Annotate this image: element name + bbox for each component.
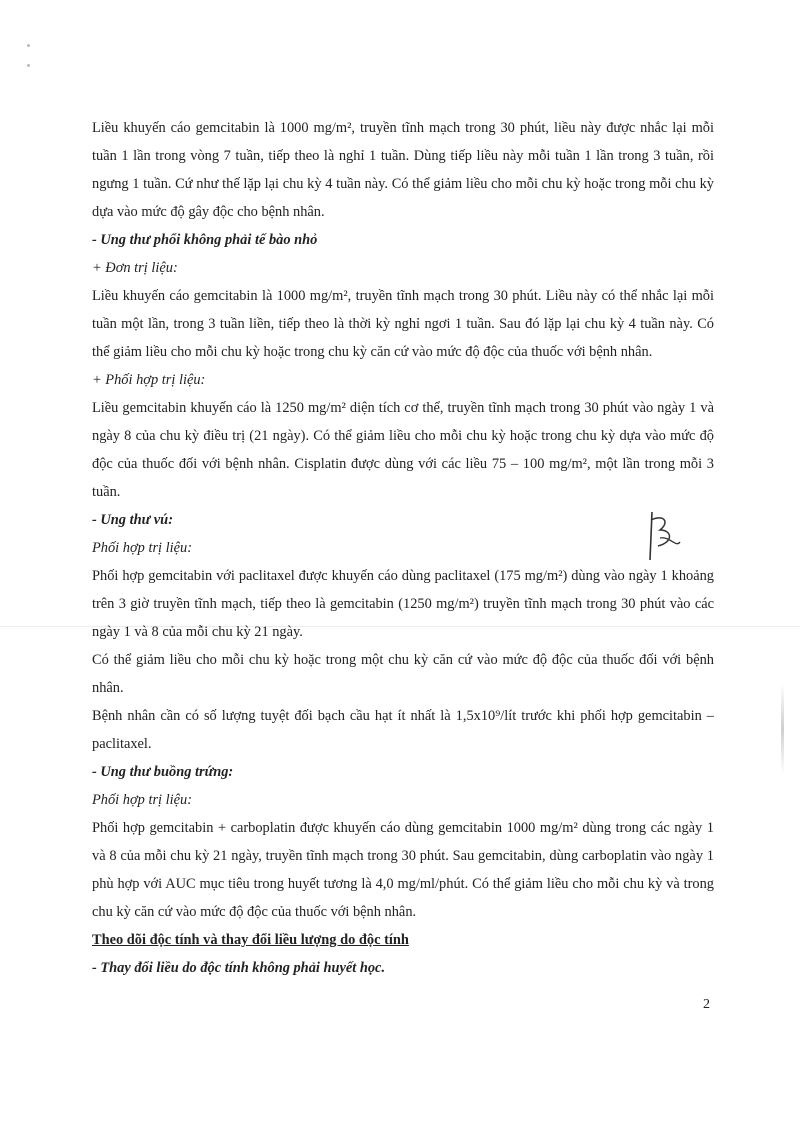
section-heading: - Ung thư phổi không phải tế bào nhỏ [92,232,318,248]
paragraph: Phối hợp gemcitabin + carboplatin được khuyến cáo dùng gemcitabin 1000 mg/m² dùng trong các ngày 1 và 8 của mỗi chu kỳ 21 ngày, truyền tĩnh mạch trong 30 phút. Sau gemcitabin, dùng carboplatin vào ngày 1 phù hợp với AUC mục tiêu trong huyết tương là 4,0 mg/ml/phút. Có thể giảm liều cho mỗi chu kỳ và trong chu kỳ căn cứ vào mức độ độc của thuốc với bệnh nhân. [92,820,714,920]
paragraph: Có thể giảm liều cho mỗi chu kỳ hoặc trong một chu kỳ căn cứ vào mức độ độc của thuốc đối với bệnh nhân. [92,652,714,696]
section-heading: - Ung thư buồng trứng: [92,764,234,780]
paragraph: Bệnh nhân cần có số lượng tuyệt đối bạch cầu hạt ít nhất là 1,5x10⁹/lít trước khi phối hợp gemcitabin – paclitaxel. [92,708,714,752]
subsection-heading: + Đơn trị liệu: [92,260,178,276]
scan-dot [27,44,30,47]
subsection-heading: + Phối hợp trị liệu: [92,372,206,388]
document-body [92,114,714,982]
section-title: Theo dõi độc tính và thay đổi liều lượng do độc tính [92,932,409,948]
paragraph: Phối hợp gemcitabin với paclitaxel được khuyến cáo dùng paclitaxel (175 mg/m²) dùng vào ngày 1 khoảng trên 3 giờ truyền tĩnh mạch, tiếp theo là gemcitabin (1250 mg/m²) truyền tĩnh mạch trong 30 phút vào các ngày 1 và 8 của mỗi chu kỳ 21 ngày. [92,568,714,640]
paragraph: Liều gemcitabin khuyến cáo là 1250 mg/m² diện tích cơ thể, truyền tĩnh mạch trong 30 phút vào ngày 1 và ngày 8 của chu kỳ điều trị (21 ngày). Có thể giảm liều cho mỗi chu kỳ hoặc trong chu kỳ dựa vào mức độ độc của thuốc đối với bệnh nhân. Cisplatin được dùng với các liều 75 – 100 mg/m², một lần trong mỗi 3 tuần. [92,400,714,500]
paragraph: Liều khuyến cáo gemcitabin là 1000 mg/m², truyền tĩnh mạch trong 30 phút. Liều này có thể nhắc lại mỗi tuần một lần, trong 3 tuần liền, tiếp theo là thời kỳ nghỉ ngơi 1 tuần. Sau đó lặp lại chu kỳ 4 tuần này. Có thể giảm liều cho mỗi chu kỳ hoặc trong chu kỳ căn cứ vào mức độ độc của thuốc với bệnh nhân. [92,288,714,360]
paragraph: Liều khuyến cáo gemcitabin là 1000 mg/m², truyền tĩnh mạch trong 30 phút, liều này được nhắc lại mỗi tuần 1 lần trong vòng 7 tuần, tiếp theo là nghỉ 1 tuần. Dùng tiếp liều này mỗi tuần 1 lần trong 3 tuần, rồi ngưng 1 tuần. Cứ như thế lặp lại chu kỳ 4 tuần này. Có thể giảm liều cho mỗi chu kỳ hoặc trong mỗi chu kỳ dựa vào mức độ gây độc cho bệnh nhân. [92,120,714,220]
page-number: 2 [703,997,710,1012]
scan-edge-smudge [781,684,784,774]
section-heading: - Thay đổi liều do độc tính không phải huyết học. [92,960,386,976]
scan-dot [27,64,30,67]
subsection-heading: Phối hợp trị liệu: [92,540,193,556]
subsection-heading: Phối hợp trị liệu: [92,792,193,808]
section-heading: - Ung thư vú: [92,512,173,528]
